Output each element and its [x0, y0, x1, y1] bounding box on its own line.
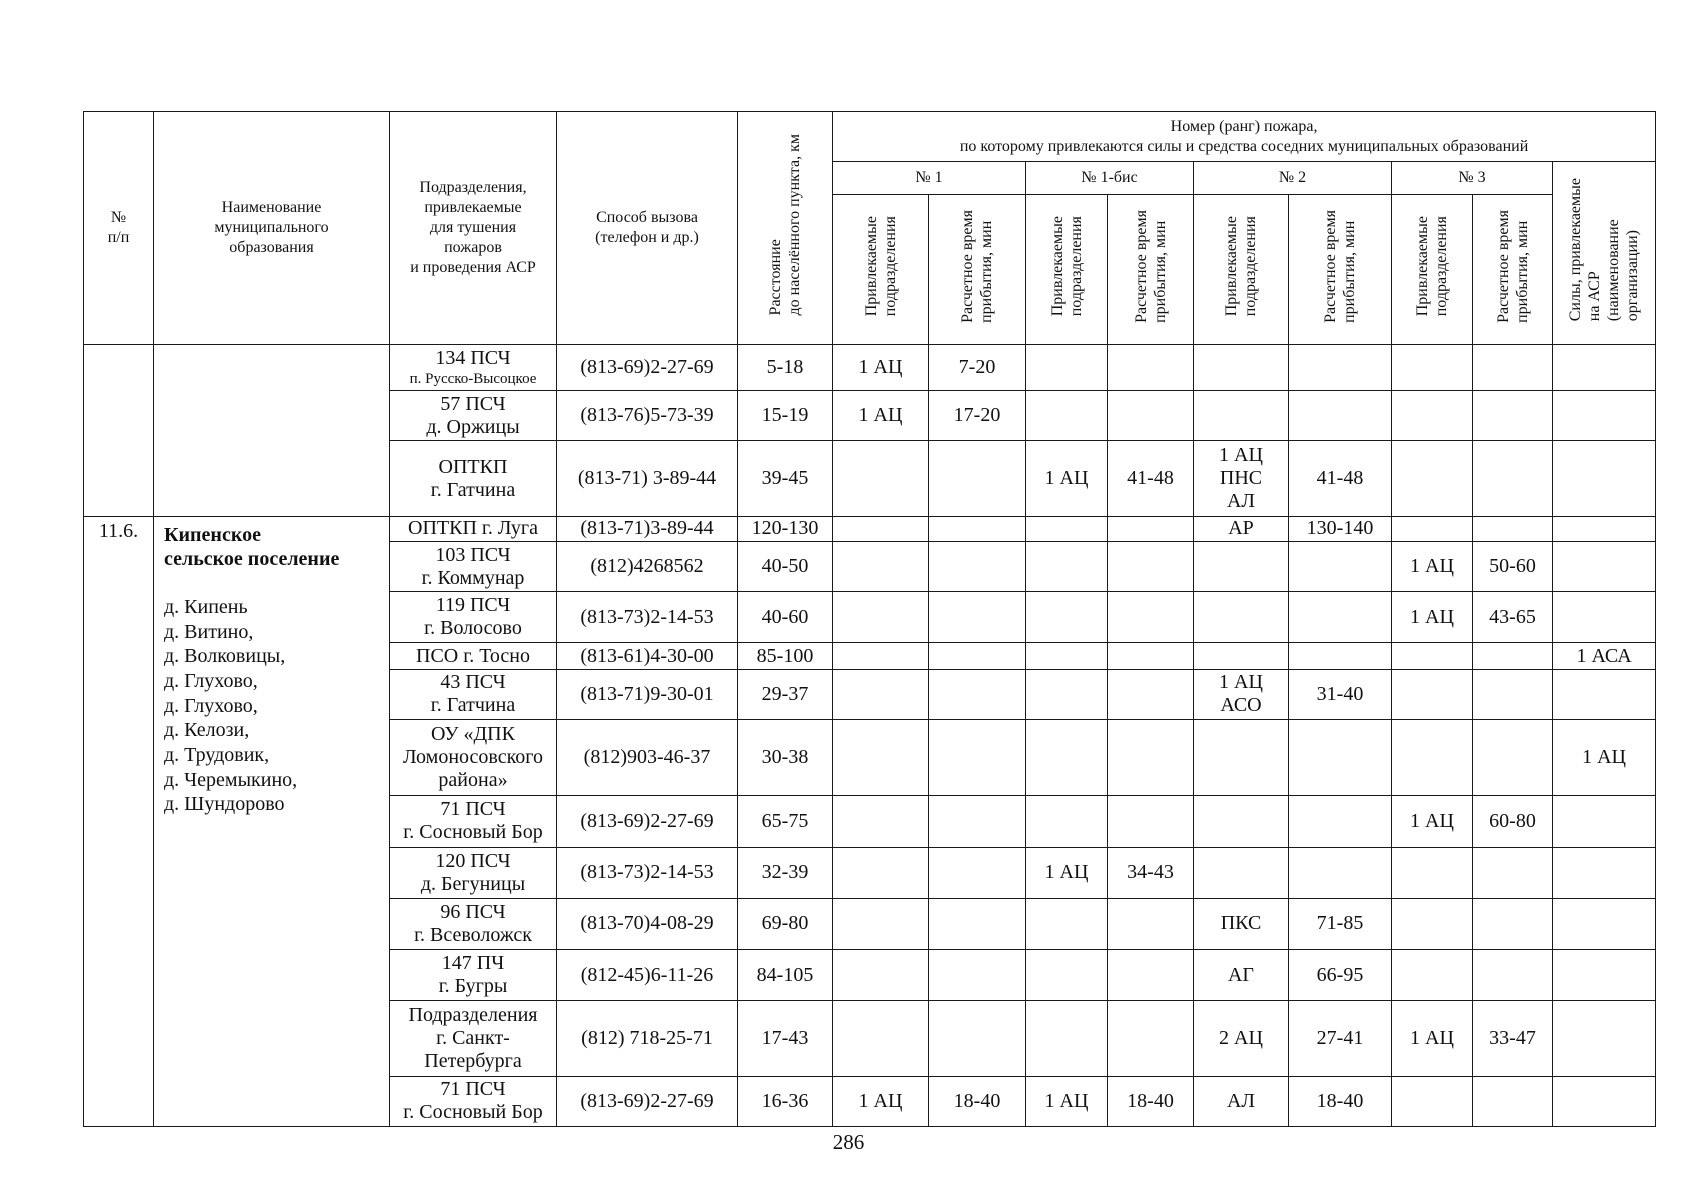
- rank3-units-cell: [1392, 345, 1473, 391]
- unit-cell: 147 ПЧ г. Бугры: [390, 950, 557, 1001]
- asr-cell: [1553, 345, 1656, 391]
- rank3-units-cell: [1392, 391, 1473, 441]
- header-rank-1: № 1: [833, 162, 1026, 195]
- rank1bis-units-cell: 1 АЦ: [1026, 847, 1108, 898]
- rank2-time-cell: 66-95: [1289, 950, 1392, 1001]
- distance-cell: 29-37: [738, 669, 833, 719]
- rank2-units-cell: [1194, 719, 1289, 795]
- asr-cell: 1 АЦ: [1553, 719, 1656, 795]
- table-row: [84, 345, 1656, 391]
- distance-cell: 32-39: [738, 847, 833, 898]
- rank1bis-time-cell: [1108, 796, 1194, 847]
- asr-cell: [1553, 1001, 1656, 1076]
- rank1-units-cell: [833, 847, 929, 898]
- distance-cell: 5-18: [738, 345, 833, 391]
- rank1-units-cell: [833, 541, 929, 591]
- rank2-units-cell: 1 АЦ ПНС АЛ: [1194, 441, 1289, 516]
- rank3-units-cell: 1 АЦ: [1392, 1001, 1473, 1076]
- phone-cell: (813-73)2-14-53: [557, 847, 738, 898]
- asr-cell: [1553, 796, 1656, 847]
- distance-cell: 15-19: [738, 391, 833, 441]
- rank2-units-cell: 2 АЦ: [1194, 1001, 1289, 1076]
- header-units: Подразделения, привлекаемые для тушения пожаров и проведения АСР: [390, 112, 557, 345]
- rank1bis-units-cell: [1026, 898, 1108, 949]
- page-number: 286: [832, 1130, 865, 1154]
- rank2-units-cell: 1 АЦ АСО: [1194, 669, 1289, 719]
- header-rank1bis-units: Привлекаемые подразделения: [1026, 195, 1108, 345]
- unit-cell: 57 ПСЧ д. Оржицы: [390, 391, 557, 441]
- rank2-time-cell: 31-40: [1289, 669, 1392, 719]
- rank3-time-cell: [1473, 719, 1553, 795]
- rank3-time-cell: [1473, 345, 1553, 391]
- unit-cell: 120 ПСЧ д. Бегуницы: [390, 847, 557, 898]
- rank1-time-cell: [929, 541, 1026, 591]
- rank1-units-cell: 1 АЦ: [833, 345, 929, 391]
- header-rank-3: № 3: [1392, 162, 1553, 195]
- rank1bis-time-cell: 34-43: [1108, 847, 1194, 898]
- phone-cell: (813-70)4-08-29: [557, 898, 738, 949]
- rank3-units-cell: 1 АЦ: [1392, 796, 1473, 847]
- rank1-units-cell: [833, 441, 929, 516]
- header-num: № п/п: [84, 112, 154, 345]
- rank1-units-cell: [833, 669, 929, 719]
- rank2-units-cell: [1194, 796, 1289, 847]
- distance-cell: 40-50: [738, 541, 833, 591]
- rank2-units-cell: АР: [1194, 516, 1289, 541]
- header-rank-title: Номер (ранг) пожара, по которому привлекаются силы и средства соседних муниципальных образований: [833, 112, 1656, 162]
- unit-cell: 103 ПСЧ г. Коммунар: [390, 541, 557, 591]
- phone-cell: (812)4268562: [557, 541, 738, 591]
- rank1bis-time-cell: [1108, 950, 1194, 1001]
- rank1-units-cell: [833, 898, 929, 949]
- distance-cell: 65-75: [738, 796, 833, 847]
- section-municipality-cell: [154, 516, 390, 1126]
- rank2-time-cell: 41-48: [1289, 441, 1392, 516]
- rank3-time-cell: [1473, 669, 1553, 719]
- rank2-time-cell: [1289, 643, 1392, 669]
- header-rank1-time: Расчетное время прибытия, мин: [929, 195, 1026, 345]
- rank1bis-units-cell: [1026, 516, 1108, 541]
- asr-cell: [1553, 898, 1656, 949]
- header-rank-1bis: № 1-бис: [1026, 162, 1194, 195]
- rank1bis-time-cell: [1108, 1001, 1194, 1076]
- header-distance: Расстояние до населённого пункта, км: [738, 112, 833, 345]
- rank1bis-time-cell: [1108, 592, 1194, 643]
- rank1bis-time-cell: [1108, 516, 1194, 541]
- rank2-units-cell: [1194, 847, 1289, 898]
- rank2-time-cell: [1289, 541, 1392, 591]
- rank1-time-cell: [929, 796, 1026, 847]
- municipality-name: Кипенское сельское поселение: [164, 523, 340, 570]
- rank1-time-cell: 18-40: [929, 1076, 1026, 1126]
- unit-cell: ОУ «ДПК Ломоносовского района»: [390, 719, 557, 795]
- phone-cell: (812-45)6-11-26: [557, 950, 738, 1001]
- rank2-units-cell: [1194, 391, 1289, 441]
- rank1bis-time-cell: [1108, 898, 1194, 949]
- rank1-time-cell: [929, 719, 1026, 795]
- rank1-units-cell: [833, 516, 929, 541]
- rank1-units-cell: [833, 592, 929, 643]
- distance-cell: 85-100: [738, 643, 833, 669]
- rank1-time-cell: [929, 516, 1026, 541]
- rank1-units-cell: 1 АЦ: [833, 1076, 929, 1126]
- unit-cell: Подразделения г. Санкт- Петербурга: [390, 1001, 557, 1076]
- unit-cell: 43 ПСЧ г. Гатчина: [390, 669, 557, 719]
- rank1-units-cell: [833, 643, 929, 669]
- header-asr-forces: Силы, привлекаемые на АСР (наименование организации): [1553, 162, 1656, 345]
- asr-cell: [1553, 669, 1656, 719]
- rank1bis-units-cell: [1026, 1001, 1108, 1076]
- rank2-units-cell: [1194, 643, 1289, 669]
- rank1bis-time-cell: [1108, 345, 1194, 391]
- rank1-time-cell: [929, 441, 1026, 516]
- asr-cell: [1553, 516, 1656, 541]
- asr-cell: [1553, 592, 1656, 643]
- rank2-time-cell: 71-85: [1289, 898, 1392, 949]
- rank1bis-time-cell: [1108, 541, 1194, 591]
- distance-cell: 30-38: [738, 719, 833, 795]
- rank3-time-cell: [1473, 391, 1553, 441]
- unit-cell: 119 ПСЧ г. Волосово: [390, 592, 557, 643]
- rank1-units-cell: 1 АЦ: [833, 391, 929, 441]
- rank3-units-cell: [1392, 950, 1473, 1001]
- rank1bis-units-cell: [1026, 796, 1108, 847]
- phone-cell: (813-61)4-30-00: [557, 643, 738, 669]
- rank3-time-cell: 60-80: [1473, 796, 1553, 847]
- phone-cell: (813-76)5-73-39: [557, 391, 738, 441]
- rank3-units-cell: [1392, 669, 1473, 719]
- rank2-time-cell: [1289, 719, 1392, 795]
- rank1bis-units-cell: 1 АЦ: [1026, 1076, 1108, 1126]
- header-rank1-units: Привлекаемые подразделения: [833, 195, 929, 345]
- prev-muni-cell: [154, 345, 390, 517]
- table-row: [84, 516, 1656, 541]
- rank3-units-cell: 1 АЦ: [1392, 592, 1473, 643]
- unit-cell: ОПТКП г. Луга: [390, 516, 557, 541]
- rank3-units-cell: [1392, 1076, 1473, 1126]
- rank1bis-units-cell: [1026, 669, 1108, 719]
- rank2-time-cell: 130-140: [1289, 516, 1392, 541]
- rank3-time-cell: 33-47: [1473, 1001, 1553, 1076]
- rank2-units-cell: [1194, 345, 1289, 391]
- rank1bis-units-cell: [1026, 541, 1108, 591]
- rank3-time-cell: [1473, 1076, 1553, 1126]
- asr-cell: [1553, 541, 1656, 591]
- rank3-time-cell: [1473, 516, 1553, 541]
- rank1bis-time-cell: [1108, 669, 1194, 719]
- rank3-units-cell: [1392, 898, 1473, 949]
- distance-cell: 16-36: [738, 1076, 833, 1126]
- distance-cell: 84-105: [738, 950, 833, 1001]
- rank1-time-cell: [929, 1001, 1026, 1076]
- rank2-time-cell: [1289, 592, 1392, 643]
- unit-cell: ПСО г. Тосно: [390, 643, 557, 669]
- header-rank2-time: Расчетное время прибытия, мин: [1289, 195, 1392, 345]
- header-call-method: Способ вызова (телефон и др.): [557, 112, 738, 345]
- rank3-units-cell: [1392, 719, 1473, 795]
- phone-cell: (813-73)2-14-53: [557, 592, 738, 643]
- header-rank1bis-time: Расчетное время прибытия, мин: [1108, 195, 1194, 345]
- distance-cell: 39-45: [738, 441, 833, 516]
- phone-cell: (813-71)3-89-44: [557, 516, 738, 541]
- rank3-units-cell: [1392, 441, 1473, 516]
- rank2-units-cell: [1194, 592, 1289, 643]
- rank1bis-units-cell: [1026, 719, 1108, 795]
- rank1bis-units-cell: [1026, 950, 1108, 1001]
- rank1bis-units-cell: 1 АЦ: [1026, 441, 1108, 516]
- rank1-time-cell: 17-20: [929, 391, 1026, 441]
- unit-cell: 134 ПСЧ п. Русско-Высоцкое: [390, 345, 557, 391]
- header-rank2-units: Привлекаемые подразделения: [1194, 195, 1289, 345]
- header-municipality: Наименование муниципального образования: [154, 112, 390, 345]
- rank1-time-cell: [929, 592, 1026, 643]
- unit-cell: 71 ПСЧ г. Сосновый Бор: [390, 1076, 557, 1126]
- header-rank3-time: Расчетное время прибытия, мин: [1473, 195, 1553, 345]
- distance-cell: 69-80: [738, 898, 833, 949]
- rank3-units-cell: 1 АЦ: [1392, 541, 1473, 591]
- rank2-time-cell: [1289, 796, 1392, 847]
- header-rank-2: № 2: [1194, 162, 1392, 195]
- unit-cell: ОПТКП г. Гатчина: [390, 441, 557, 516]
- fire-forces-table: [83, 111, 1656, 1127]
- rank1-time-cell: [929, 847, 1026, 898]
- rank3-units-cell: [1392, 847, 1473, 898]
- rank1bis-time-cell: 18-40: [1108, 1076, 1194, 1126]
- phone-cell: (813-71)9-30-01: [557, 669, 738, 719]
- rank1bis-time-cell: [1108, 643, 1194, 669]
- rank1-units-cell: [833, 719, 929, 795]
- header-rank3-units: Привлекаемые подразделения: [1392, 195, 1473, 345]
- rank1-units-cell: [833, 1001, 929, 1076]
- phone-cell: (813-69)2-27-69: [557, 345, 738, 391]
- phone-cell: (813-69)2-27-69: [557, 796, 738, 847]
- rank2-units-cell: АЛ: [1194, 1076, 1289, 1126]
- rank1bis-time-cell: [1108, 391, 1194, 441]
- rank1-time-cell: [929, 669, 1026, 719]
- distance-cell: 40-60: [738, 592, 833, 643]
- rank3-time-cell: [1473, 643, 1553, 669]
- unit-cell: 71 ПСЧ г. Сосновый Бор: [390, 796, 557, 847]
- rank2-units-cell: АГ: [1194, 950, 1289, 1001]
- rank1bis-units-cell: [1026, 345, 1108, 391]
- phone-cell: (813-71) 3-89-44: [557, 441, 738, 516]
- rank3-time-cell: [1473, 847, 1553, 898]
- settlement-list: д. Кипень д. Витино, д. Волковицы, д. Глухово, д. Глухово, д. Келози, д. Трудовик, д. Черемыкино, д. Шундорово: [164, 595, 298, 816]
- rank2-units-cell: [1194, 541, 1289, 591]
- rank3-units-cell: [1392, 516, 1473, 541]
- rank3-time-cell: [1473, 898, 1553, 949]
- prev-num-cell: [84, 345, 154, 517]
- rank1bis-time-cell: [1108, 719, 1194, 795]
- phone-cell: (812) 718-25-71: [557, 1001, 738, 1076]
- rank3-time-cell: [1473, 950, 1553, 1001]
- asr-cell: [1553, 391, 1656, 441]
- rank2-time-cell: [1289, 391, 1392, 441]
- rank1bis-units-cell: [1026, 391, 1108, 441]
- distance-cell: 17-43: [738, 1001, 833, 1076]
- asr-cell: [1553, 847, 1656, 898]
- section-num-cell: 11.6.: [84, 516, 154, 1126]
- rank3-time-cell: 43-65: [1473, 592, 1553, 643]
- rank3-time-cell: 50-60: [1473, 541, 1553, 591]
- rank1-time-cell: [929, 898, 1026, 949]
- unit-cell: 96 ПСЧ г. Всеволожск: [390, 898, 557, 949]
- asr-cell: [1553, 441, 1656, 516]
- asr-cell: [1553, 950, 1656, 1001]
- rank1-time-cell: 7-20: [929, 345, 1026, 391]
- phone-cell: (812)903-46-37: [557, 719, 738, 795]
- rank1-time-cell: [929, 643, 1026, 669]
- rank2-time-cell: 18-40: [1289, 1076, 1392, 1126]
- rank2-units-cell: ПКС: [1194, 898, 1289, 949]
- rank3-time-cell: [1473, 441, 1553, 516]
- asr-cell: 1 АСА: [1553, 643, 1656, 669]
- rank1bis-units-cell: [1026, 643, 1108, 669]
- rank1-units-cell: [833, 796, 929, 847]
- rank2-time-cell: [1289, 847, 1392, 898]
- asr-cell: [1553, 1076, 1656, 1126]
- rank2-time-cell: [1289, 345, 1392, 391]
- rank3-units-cell: [1392, 643, 1473, 669]
- rank1-units-cell: [833, 950, 929, 1001]
- distance-cell: 120-130: [738, 516, 833, 541]
- rank1bis-time-cell: 41-48: [1108, 441, 1194, 516]
- rank1-time-cell: [929, 950, 1026, 1001]
- phone-cell: (813-69)2-27-69: [557, 1076, 738, 1126]
- rank2-time-cell: 27-41: [1289, 1001, 1392, 1076]
- rank1bis-units-cell: [1026, 592, 1108, 643]
